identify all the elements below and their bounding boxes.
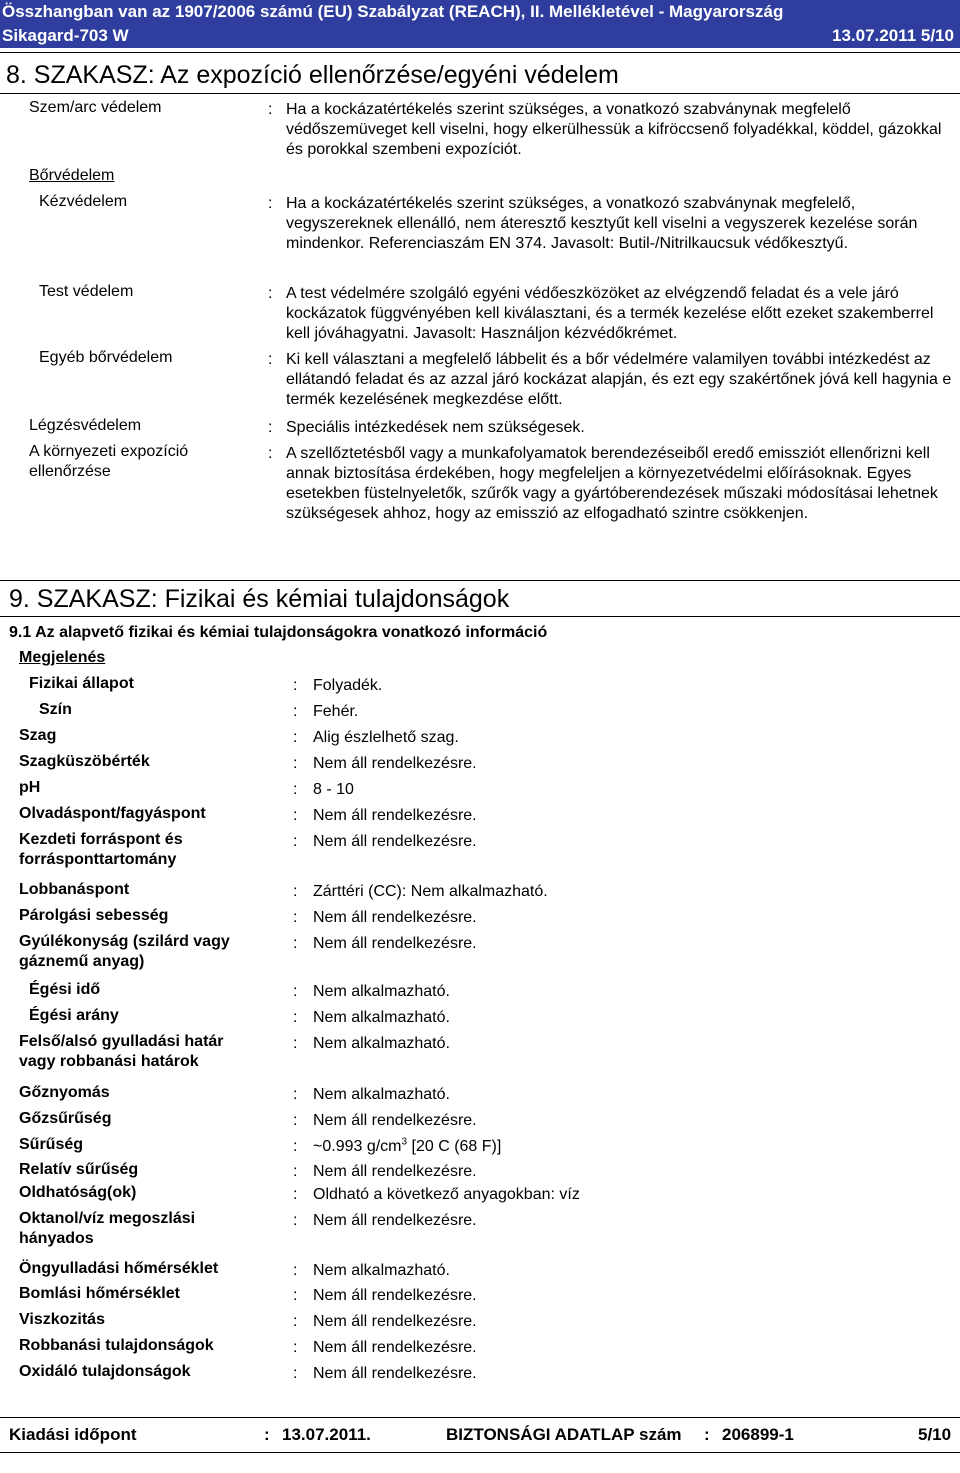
label-environmental-exposure: A környezeti expozíció ellenőrzése (29, 443, 189, 480)
property-label: Oxidáló tulajdonságok (19, 1363, 191, 1380)
colon: : (293, 1035, 298, 1052)
property-value: Alig észlelhető szag. (313, 729, 459, 746)
property-label: Bomlási hőmérséklet (19, 1285, 180, 1302)
property-value: Nem áll rendelkezésre. (313, 1287, 477, 1304)
property-value: Nem áll rendelkezésre. (313, 807, 477, 824)
colon: : (293, 1086, 298, 1103)
property-value: Nem áll rendelkezésre. (313, 1212, 477, 1229)
property-label: pH (19, 779, 41, 796)
colon: : (268, 101, 273, 118)
property-value: Nem áll rendelkezésre. (313, 935, 477, 952)
colon: : (293, 755, 298, 772)
header-regulation-band (0, 0, 960, 24)
header-product-name: Sikagard-703 W (2, 26, 129, 45)
colon: : (293, 729, 298, 746)
property-label: Oktanol/víz megoszlási hányados (19, 1210, 196, 1247)
footer-page: 5/10 (918, 1425, 952, 1444)
footer-sheet-number: 206899-1 (722, 1425, 794, 1444)
property-value: Nem áll rendelkezésre. (313, 833, 477, 850)
property-label: Gőznyomás (19, 1084, 110, 1101)
header-regulation-text: Összhangban van az 1907/2006 számú (EU) Szabályzat (REACH), II. Mellékletével - Magyarország (2, 2, 784, 21)
colon: : (268, 285, 273, 302)
property-value-superscript: 3 (401, 1136, 408, 1148)
footer-issue-label: Kiadási időpont (9, 1425, 137, 1444)
colon: : (293, 677, 298, 694)
property-value-main: ~0.993 g/cm (313, 1138, 402, 1155)
colon: : (293, 1138, 298, 1155)
property-label: Gyúlékonyság (szilárd vagy gáznemű anyag) (19, 933, 230, 970)
property-value: Oldható a következő anyagokban: víz (313, 1186, 580, 1203)
footer-issue-date: 13.07.2011. (282, 1425, 371, 1444)
property-value: Nem áll rendelkezésre. (313, 1365, 477, 1382)
footer (0, 1417, 960, 1453)
property-label: Fizikai állapot (29, 675, 134, 692)
property-value: Nem áll rendelkezésre. (313, 755, 477, 772)
colon: : (293, 1112, 298, 1129)
text-body-protection: A test védelmére szolgáló egyéni védőeszközöket az elvégzendő feladat és a vele járó kockázatok függvényében kell kiválasztani, és a termék kezelése előtt ezeket szakemberrel kell jóváhagyatni. Javasolt: Használjon kézvédőkrémet. (286, 285, 934, 342)
property-label: Szag (19, 727, 57, 744)
property-label: Szín (39, 701, 72, 718)
property-value: Fehér. (313, 703, 359, 720)
section9-subtitle: 9.1 Az alapvető fizikai és kémiai tulajdonságokra vonatkozó információ (9, 624, 548, 641)
label-other-skin-protection: Egyéb bőrvédelem (39, 349, 173, 366)
colon: : (293, 1009, 298, 1026)
label-skin-protection: Bőrvédelem (29, 167, 115, 184)
colon: : (293, 1313, 298, 1330)
property-label: Felső/alsó gyulladási határ vagy robbanási határok (19, 1033, 224, 1070)
colon: : (293, 1186, 298, 1203)
property-label: Viszkozitás (19, 1311, 105, 1328)
text-hand-protection: Ha a kockázatértékelés szerint szükséges, a vonatkozó szabványnak megfelelő, vegyszereknek ellenálló, nem áteresztő kesztyűt kell viselni a vegyszerek kezelése során mindenkor. Referenciaszám EN 374. Javasolt: Butil-/Nitrilkaucsuk védőkesztyű. (286, 195, 918, 252)
property-value: Nem alkalmazható. (313, 1262, 450, 1279)
property-label: Robbanási tulajdonságok (19, 1337, 214, 1354)
property-label: Sűrűség (19, 1136, 84, 1153)
colon: : (293, 909, 298, 926)
property-value: Nem áll rendelkezésre. (313, 1112, 477, 1129)
colon: : (293, 983, 298, 1000)
footer-colon: : (704, 1425, 710, 1444)
property-label: Égési idő (29, 981, 101, 998)
property-label: Párolgási sebesség (19, 907, 169, 924)
property-label: Oldhatóság(ok) (19, 1184, 137, 1201)
text-respiratory-protection: Speciális intézkedések nem szükségesek. (286, 419, 585, 436)
colon: : (268, 445, 273, 462)
label-hand-protection: Kézvédelem (39, 193, 128, 210)
colon: : (293, 781, 298, 798)
text-environmental-exposure: A szellőztetésből vagy a munkafolyamatok berendezéseiből eredő emissziót ellenőrizni kell annak biztosítása érdekében, hogy megfeleljen a környezetvédelmi előírásoknak. Egyes esetekben füstelnyeletők, szűrők vagy a gyártóberendezések műszaki módosításai lehetnek szükségesek ahhoz, hogy az emisszió az elfogadható szintre csökkenjen. (286, 445, 938, 522)
property-label: Gőzsűrűség (19, 1110, 112, 1127)
text-other-skin-protection: Ki kell választani a megfelelő lábbelit és a bőr védelmére valamilyen további intézkedést az ellátandó feladat és az azzal járó kockázat alapján, és ezt egy szakértőnek jóvá kell hagynia e termék kezelésének megkezdése előtt. (286, 351, 952, 408)
colon: : (268, 419, 273, 436)
property-value: Nem alkalmazható. (313, 1009, 450, 1026)
colon: : (293, 1212, 298, 1229)
colon: : (293, 1262, 298, 1279)
section8-title: 8. SZAKASZ: Az expozíció ellenőrzése/egyéni védelem (6, 61, 619, 89)
colon: : (293, 1365, 298, 1382)
property-value: Zárttéri (CC): Nem alkalmazható. (313, 883, 548, 900)
colon: : (293, 1339, 298, 1356)
colon: : (268, 351, 273, 368)
property-value: Nem alkalmazható. (313, 1086, 450, 1103)
property-value (313, 1137, 953, 1157)
property-label: Lobbanáspont (19, 881, 130, 898)
property-value: Nem áll rendelkezésre. (313, 1163, 477, 1180)
property-label: Öngyulladási hőmérséklet (19, 1260, 219, 1277)
label-eye-protection: Szem/arc védelem (29, 99, 162, 116)
property-value: Nem áll rendelkezésre. (313, 909, 477, 926)
label-respiratory-protection: Légzésvédelem (29, 417, 142, 434)
property-label: Égési arány (29, 1007, 119, 1024)
header-date-page: 13.07.2011 5/10 (832, 26, 954, 45)
property-label: Kezdeti forráspont és forrásponttartomány (19, 831, 183, 868)
label-body-protection: Test védelem (39, 283, 134, 300)
header-product-band (0, 24, 960, 48)
footer-colon: : (264, 1425, 270, 1444)
colon: : (268, 195, 273, 212)
colon: : (293, 883, 298, 900)
colon: : (293, 1163, 298, 1180)
colon: : (293, 1287, 298, 1304)
property-label: Szagküszöbérték (19, 753, 150, 770)
property-label: Olvadáspont/fagyáspont (19, 805, 206, 822)
property-value: Nem alkalmazható. (313, 1035, 450, 1052)
property-value-tail: [20 C (68 F)] (407, 1138, 502, 1155)
property-value: Nem áll rendelkezésre. (313, 1339, 477, 1356)
property-value: Nem alkalmazható. (313, 983, 450, 1000)
property-value: Folyadék. (313, 677, 383, 694)
section9-title: 9. SZAKASZ: Fizikai és kémiai tulajdonságok (9, 585, 510, 613)
text-eye-protection: Ha a kockázatértékelés szerint szükséges, a vonatkozó szabványnak megfelelő védőszemüveget kell viselni, hogy elkerülhessük a kifröccsenő folyadékkal, köddel, gázokkal és porokkal szembeni expozíciót. (286, 101, 942, 158)
colon: : (293, 703, 298, 720)
colon: : (293, 935, 298, 952)
property-value: 8 - 10 (313, 781, 354, 798)
colon: : (293, 833, 298, 850)
property-value: Nem áll rendelkezésre. (313, 1313, 477, 1330)
appearance-heading: Megjelenés (19, 649, 106, 666)
colon: : (293, 807, 298, 824)
footer-sheet-label: BIZTONSÁGI ADATLAP szám (446, 1425, 682, 1444)
property-label: Relatív sűrűség (19, 1161, 139, 1178)
